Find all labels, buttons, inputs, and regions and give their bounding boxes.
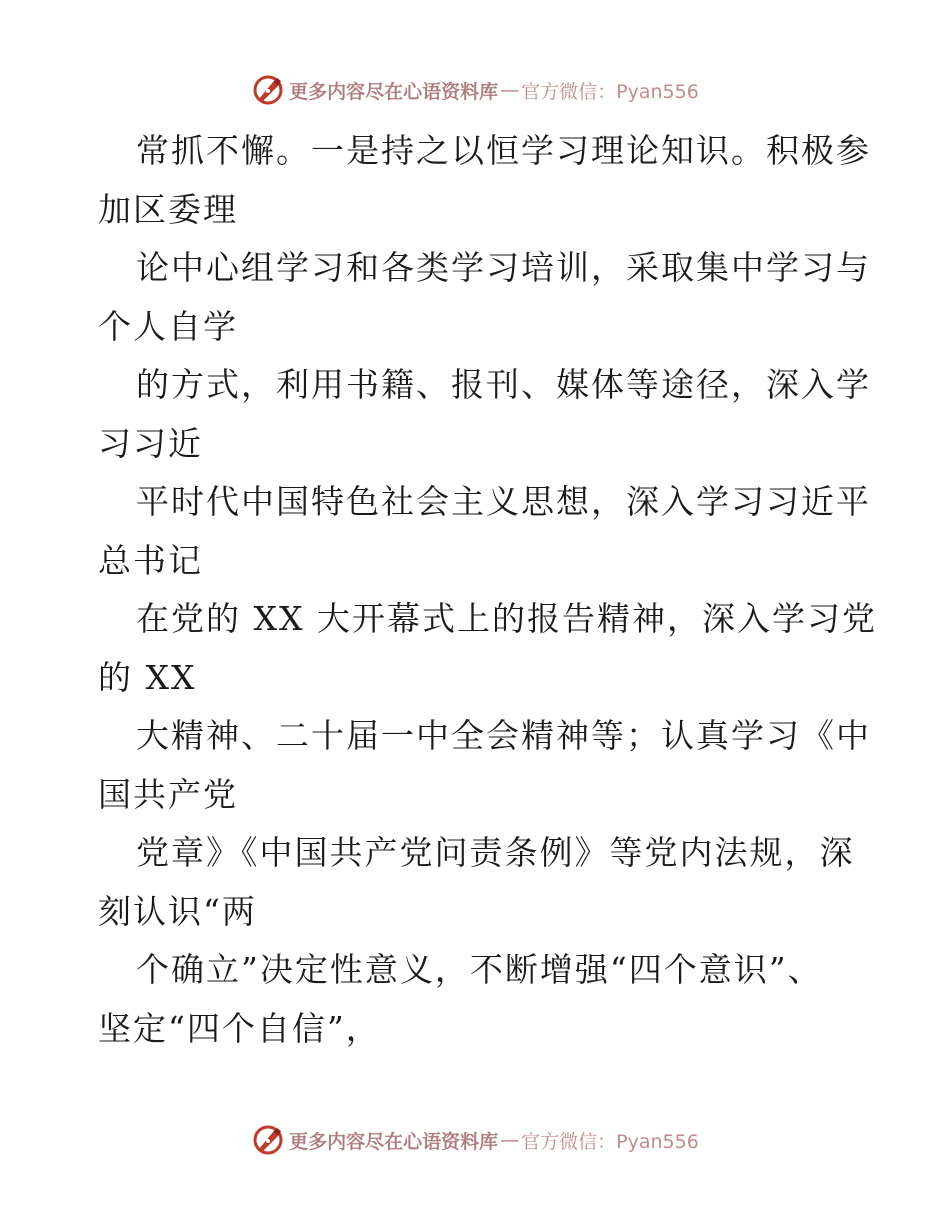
red-pen-nib-logo-icon xyxy=(251,1123,285,1157)
header-banner-text: 更多内容尽在心语资料库 xyxy=(289,80,499,103)
document-body xyxy=(98,122,877,1058)
footer-banner-dash: — xyxy=(500,1129,520,1151)
body-line: 的 XX xyxy=(98,657,197,697)
body-line: 论中心组学习和各类学习培训，采取集中学习与 xyxy=(136,248,871,287)
body-line: 个人自学 xyxy=(98,306,238,346)
body-line: 坚定“四个自信”， xyxy=(98,1008,381,1048)
body-line: 国共产党 xyxy=(98,774,238,814)
header-banner xyxy=(0,70,950,110)
body-line: 个确立”决定性意义，不断增强“四个意识”、 xyxy=(136,950,823,989)
body-line: 总书记 xyxy=(98,540,203,580)
header-banner-dash: — xyxy=(500,79,520,101)
footer-banner-text: 更多内容尽在心语资料库 xyxy=(289,1130,499,1153)
body-line: 加区委理 xyxy=(98,189,238,229)
body-line: 习习近 xyxy=(98,423,203,463)
footer-banner xyxy=(0,1120,950,1160)
footer-wechat-text: 官方微信：Pyan556 xyxy=(521,1130,699,1153)
body-line: 在党的 XX 大开幕式上的报告精神，深入学习党 xyxy=(136,599,877,638)
red-pen-nib-logo-icon xyxy=(251,73,285,107)
body-line: 大精神、二十届一中全会精神等；认真学习《中 xyxy=(136,716,871,755)
body-line: 常抓不懈。一是持之以恒学习理论知识。积极参 xyxy=(136,131,871,170)
body-line: 党章》《中国共产党问责条例》等党内法规，深 xyxy=(136,833,855,872)
body-line: 平时代中国特色社会主义思想，深入学习习近平 xyxy=(136,482,871,521)
body-line: 的方式，利用书籍、报刊、媒体等途径，深入学 xyxy=(136,365,871,404)
header-wechat-text: 官方微信：Pyan556 xyxy=(521,80,699,103)
body-line: 刻认识“两 xyxy=(98,891,257,931)
